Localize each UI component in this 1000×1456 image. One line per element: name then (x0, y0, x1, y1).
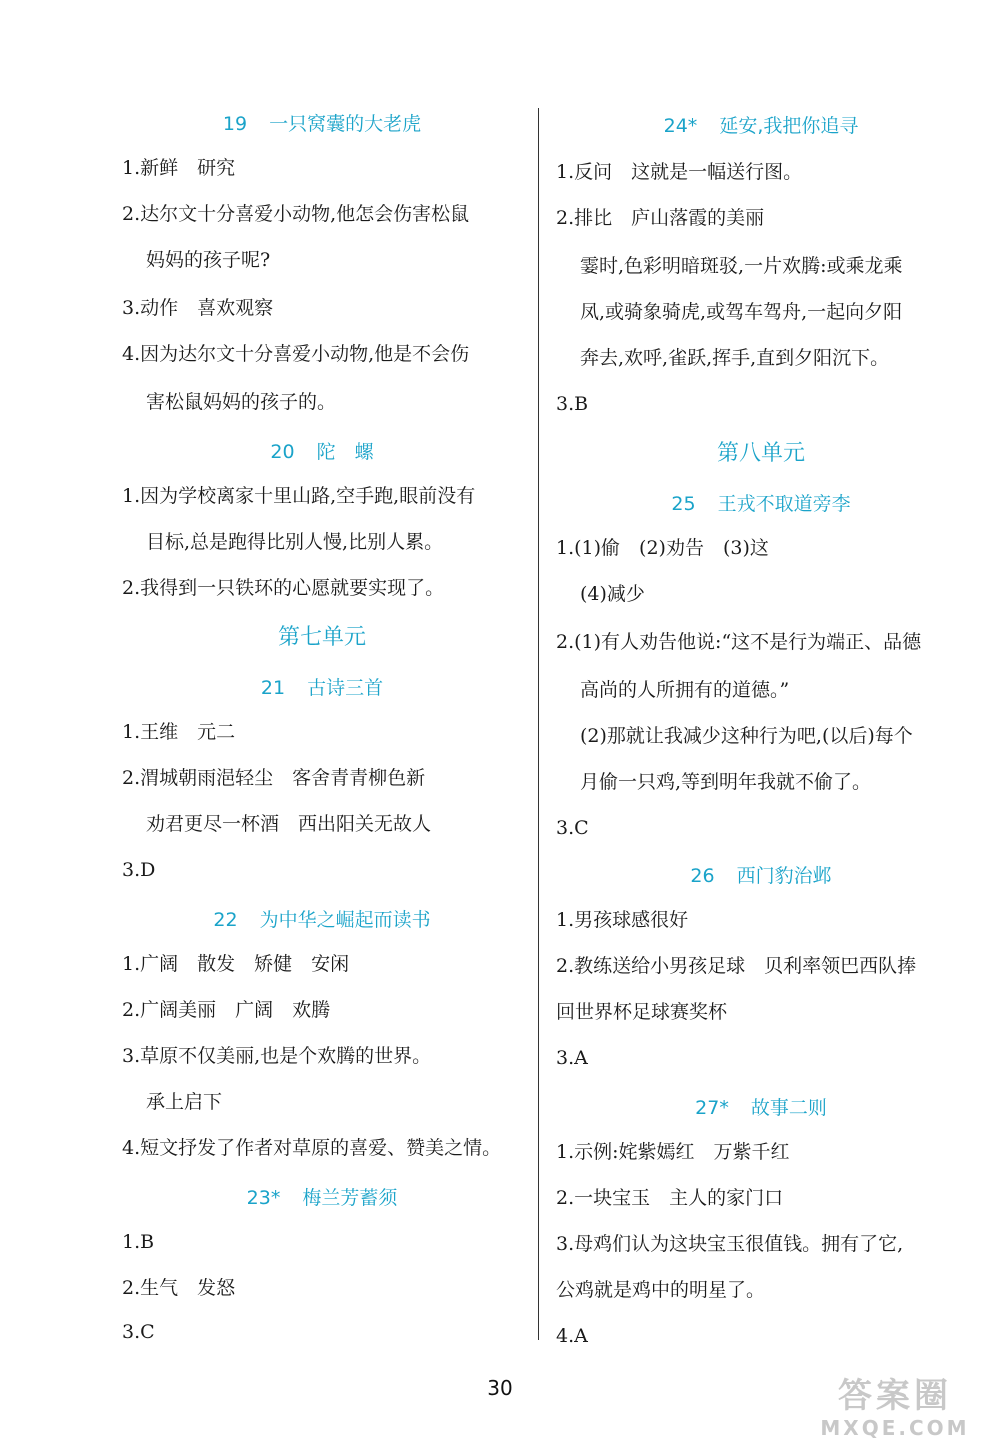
column-divider (538, 108, 539, 1340)
answer-line: 奔去,欢呼,雀跃,挥手,直到夕阳沉下。 (580, 347, 890, 369)
page-number: 30 (487, 1376, 513, 1400)
answer-line: 月偷一只鸡,等到明年我就不偷了。 (580, 771, 872, 793)
answer-line: 2.我得到一只铁环的心愿就要实现了。 (122, 577, 445, 599)
answer-line: 公鸡就是鸡中的明星了。 (556, 1279, 766, 1301)
lesson-20-heading: 20 陀 螺 (270, 441, 374, 463)
answer-line: 目标,总是跑得比别人慢,比别人累。 (146, 531, 444, 553)
answer-line: 2.教练送给小男孩足球 贝利率领巴西队捧 (556, 955, 917, 977)
answer-line: 4.短文抒发了作者对草原的喜爱、赞美之情。 (122, 1137, 502, 1159)
answer-line: (2)那就让我减少这种行为吧,(以后)每个 (580, 725, 913, 747)
lesson-24-heading: 24* 延安,我把你追寻 (663, 115, 859, 137)
answer-line: 2.排比 庐山落霞的美丽 (556, 207, 765, 229)
answer-line: 凤,或骑象骑虎,或驾车驾舟,一起向夕阳 (580, 301, 903, 323)
answer-line: 3.草原不仅美丽,也是个欢腾的世界。 (122, 1045, 432, 1067)
unit-8-heading: 第八单元 (716, 441, 805, 466)
answer-line: 1.因为学校离家十里山路,空手跑,眼前没有 (122, 485, 476, 507)
answer-line: 2.生气 发怒 (122, 1277, 236, 1299)
answer-line: 4.A (556, 1325, 588, 1347)
answer-line: 3.C (122, 1321, 155, 1343)
answer-line: 2.达尔文十分喜爱小动物,他怎会伤害松鼠 (122, 203, 470, 225)
answer-line: 3.动作 喜欢观察 (122, 297, 274, 319)
answer-line: 3.A (556, 1047, 588, 1069)
watermark-url: MXQE.COM (820, 1416, 970, 1440)
answer-line: 1.反问 这就是一幅送行图。 (556, 161, 803, 183)
answer-line: 1.新鲜 研究 (122, 157, 236, 179)
answer-line: 1.男孩球感很好 (556, 909, 689, 931)
answer-line: 回世界杯足球赛奖杯 (556, 1001, 728, 1023)
unit-7-heading: 第七单元 (277, 625, 366, 650)
answer-line: 3.C (556, 817, 589, 839)
answer-line: 1.示例:姹紫嫣红 万紫千红 (556, 1141, 790, 1163)
answer-line: 2.一块宝玉 主人的家门口 (556, 1187, 784, 1209)
answer-line: 劝君更尽一杯酒 西出阳关无故人 (146, 813, 432, 835)
lesson-22-heading: 22 为中华之崛起而读书 (213, 909, 431, 931)
lesson-19-heading: 19 一只窝囊的大老虎 (222, 113, 422, 135)
lesson-21-heading: 21 古诗三首 (260, 677, 384, 699)
answer-line: 1.广阔 散发 矫健 安闲 (122, 953, 350, 975)
answer-line: 2.渭城朝雨浥轻尘 客舍青青柳色新 (122, 767, 426, 789)
answer-line: 承上启下 (146, 1091, 223, 1113)
answer-line: 3.母鸡们认为这块宝玉很值钱。拥有了它, (556, 1233, 904, 1255)
answer-line: 高尚的人所拥有的道德。” (580, 679, 790, 701)
answer-line: 霎时,色彩明暗斑驳,一片欢腾:或乘龙乘 (580, 255, 903, 277)
answer-line: 4.因为达尔文十分喜爱小动物,他是不会伤 (122, 343, 470, 365)
answer-line: 3.D (122, 859, 156, 881)
watermark-logo (810, 1376, 980, 1446)
answer-line: 1.(1)偷 (2)劝告 (3)这 (556, 537, 769, 559)
lesson-27-heading: 27* 故事二则 (695, 1097, 827, 1119)
answer-line: 2.(1)有人劝告他说:“这不是行为端正、品德 (556, 631, 922, 653)
answer-line: 2.广阔美丽 广阔 欢腾 (122, 999, 331, 1021)
lesson-25-heading: 25 王戎不取道旁李 (671, 493, 851, 515)
answer-line: 3.B (556, 393, 589, 415)
answer-line: (4)减少 (580, 583, 645, 605)
answer-line: 1.王维 元二 (122, 721, 236, 743)
answer-line: 害松鼠妈妈的孩子的。 (146, 391, 337, 413)
answer-line: 1.B (122, 1231, 155, 1253)
lesson-26-heading: 26 西门豹治邺 (690, 865, 832, 887)
watermark-text: 答案圈 (838, 1376, 952, 1416)
lesson-23-heading: 23* 梅兰芳蓄须 (246, 1187, 398, 1209)
answer-line: 妈妈的孩子呢? (146, 249, 271, 271)
